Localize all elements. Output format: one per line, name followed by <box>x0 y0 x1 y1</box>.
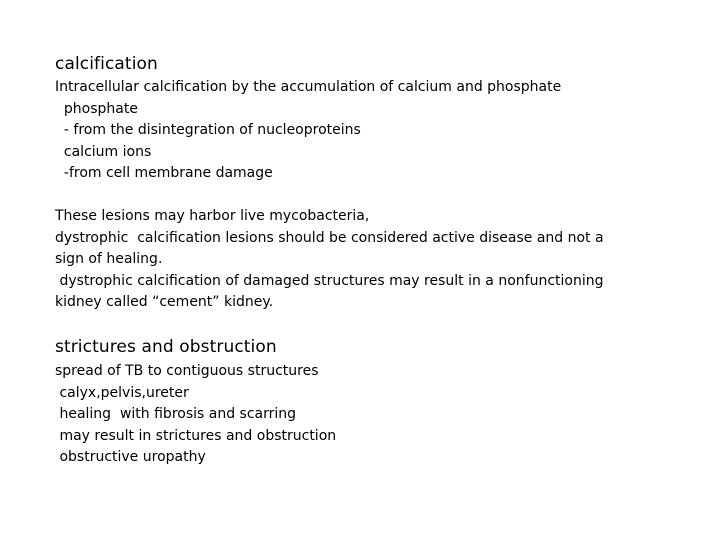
text-line: - from the disintegration of nucleoproteins <box>55 122 361 138</box>
text-line: obstructive uropathy <box>55 449 206 465</box>
text-line: calyx,pelvis,ureter <box>55 384 189 401</box>
text-line: Intracellular calcification by the accumulation of calcium and phosphate <box>55 79 562 95</box>
text-line: dystrophic calcification of damaged structures may result in a nonfunctioning <box>55 272 604 289</box>
calcification-heading: calcification <box>55 54 158 74</box>
text-line: may result in strictures and obstruction <box>55 427 337 444</box>
strictures-heading: strictures and obstruction <box>55 337 277 357</box>
text-line: These lesions may harbor live mycobacteria, <box>55 208 370 224</box>
text-line: kidney called “cement” kidney. <box>55 294 274 310</box>
text-line: dystrophic calcification lesions should be considered active disease and not a <box>55 229 604 246</box>
text-line: sign of healing. <box>55 251 163 267</box>
text-line: healing with fibrosis and scarring <box>55 406 297 422</box>
dystrophic-calcification-paragraph <box>55 206 665 314</box>
text-line: spread of TB to contiguous structures <box>55 363 319 379</box>
text-line: calcium ions <box>55 143 152 160</box>
text-line: -from cell membrane damage <box>55 165 273 181</box>
text-line: phosphate <box>55 100 138 117</box>
calcification-details <box>55 77 665 185</box>
strictures-details <box>55 361 665 469</box>
